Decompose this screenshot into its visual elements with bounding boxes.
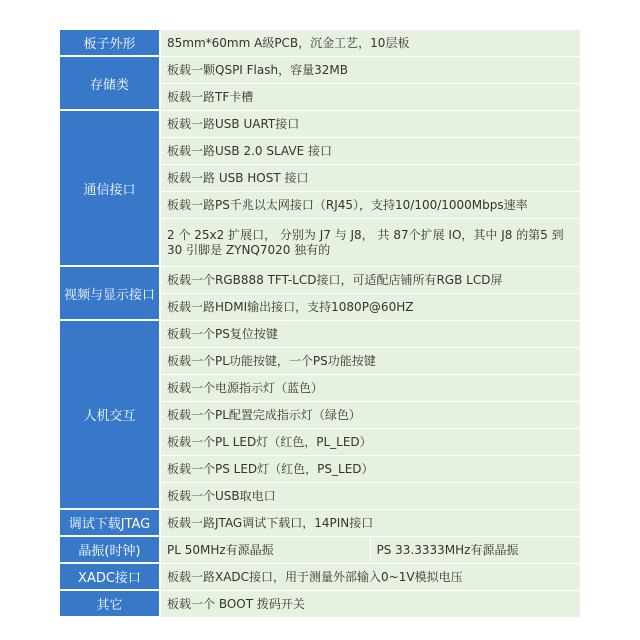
category-cell: 人机交互 <box>60 321 161 510</box>
table-row <box>60 57 580 84</box>
spec-cell: 板载一个PL配置完成指示灯（绿色） <box>161 402 580 429</box>
spec-cell: PS 33.3333MHz有源晶振 <box>371 537 581 564</box>
table-row <box>60 321 580 348</box>
spec-cell: 板载一个USB取电口 <box>161 483 580 510</box>
spec-cell: PL 50MHz有源晶振 <box>161 537 371 564</box>
category-cell: 其它 <box>60 591 161 618</box>
table-row <box>60 537 580 564</box>
spec-cell: 85mm*60mm A级PCB，沉金工艺，10层板 <box>161 30 580 57</box>
category-cell: 通信接口 <box>60 111 161 267</box>
spec-cell: 板载一路PS千兆以太网接口（RJ45），支持10/100/1000Mbps速率 <box>161 192 580 219</box>
spec-cell: 板载一个PS LED灯（红色，PS_LED） <box>161 456 580 483</box>
table-row <box>60 510 580 537</box>
spec-cell: 板载一个PS复位按键 <box>161 321 580 348</box>
table-row <box>60 30 580 57</box>
spec-cell: 板载一个电源指示灯（蓝色） <box>161 375 580 402</box>
category-cell: 存储类 <box>60 57 161 111</box>
spec-cell: 板载一路USB UART接口 <box>161 111 580 138</box>
table-row <box>60 111 580 138</box>
spec-cell: 板载一路XADC接口，用于测量外部输入0~1V模拟电压 <box>161 564 580 591</box>
category-cell: 调试下载JTAG <box>60 510 161 537</box>
category-cell: XADC接口 <box>60 564 161 591</box>
spec-cell: 板载一个 BOOT 拨码开关 <box>161 591 580 618</box>
spec-cell: 板载一路 USB HOST 接口 <box>161 165 580 192</box>
table-row <box>60 267 580 294</box>
spec-cell: 板载一路JTAG调试下载口，14PIN接口 <box>161 510 580 537</box>
spec-cell: 板载一个RGB888 TFT-LCD接口，可适配店铺所有RGB LCD屏 <box>161 267 580 294</box>
spec-cell: 板载一路HDMI输出接口，支持1080P@60HZ <box>161 294 580 321</box>
spec-cell: 板载一颗QSPI Flash，容量32MB <box>161 57 580 84</box>
spec-table <box>60 30 580 618</box>
spec-cell: 板载一路USB 2.0 SLAVE 接口 <box>161 138 580 165</box>
category-cell: 视频与显示接口 <box>60 267 161 321</box>
category-cell: 板子外形 <box>60 30 161 57</box>
spec-cell: 板载一个PL功能按键，一个PS功能按键 <box>161 348 580 375</box>
spec-cell: 板载一路TF卡槽 <box>161 84 580 111</box>
spec-cell: 2 个 25x2 扩展口， 分别为 J7 与 J8， 共 87个扩展 IO，其中 J8 的第5 到 30 引脚是 ZYNQ7020 独有的 <box>161 219 580 267</box>
table-row <box>60 591 580 618</box>
spec-cell: 板载一个PL LED灯（红色，PL_LED） <box>161 429 580 456</box>
table-row <box>60 564 580 591</box>
category-cell: 晶振(时钟) <box>60 537 161 564</box>
